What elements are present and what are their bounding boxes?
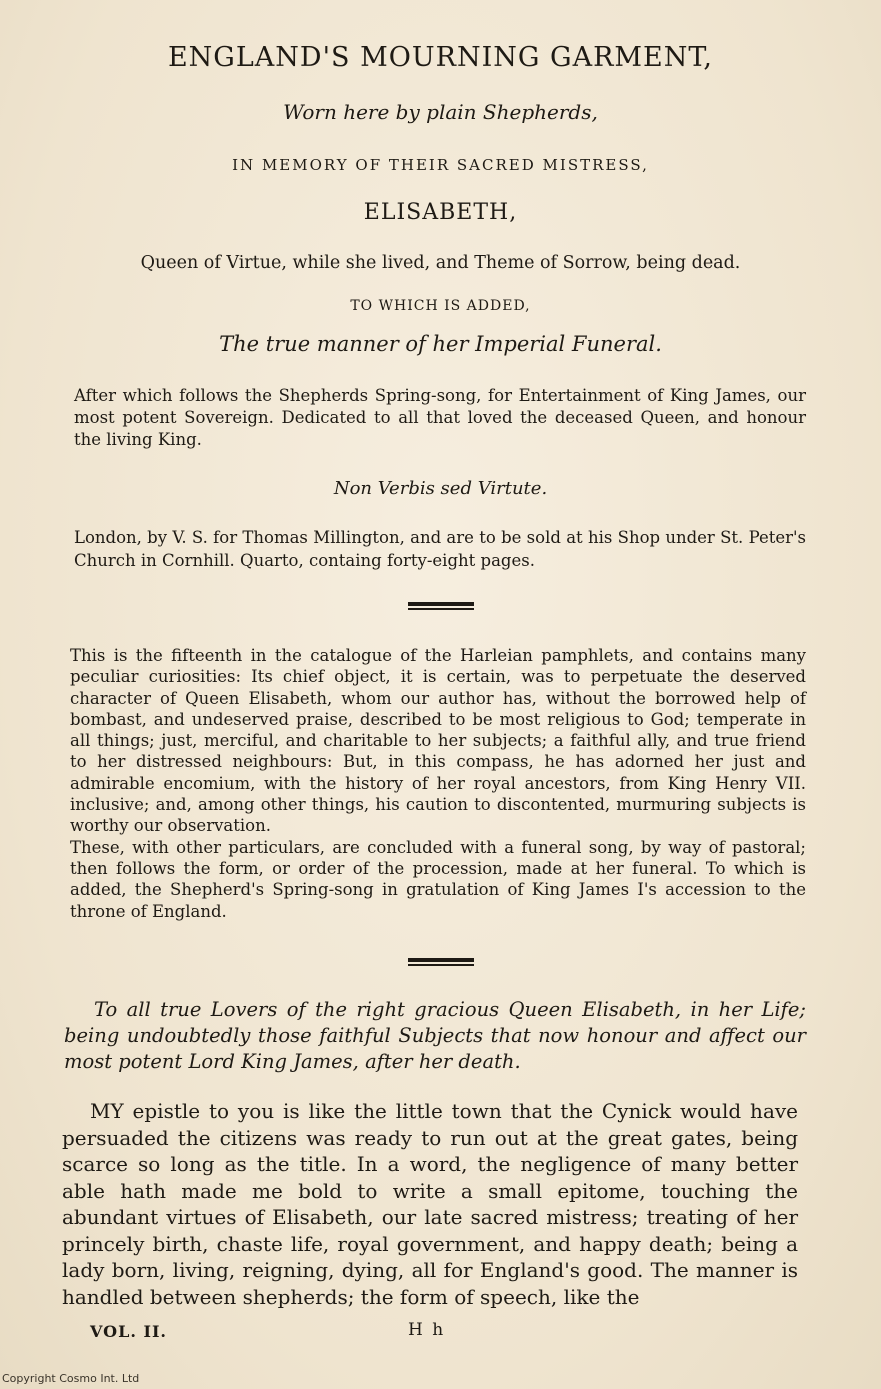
- copyright-notice: Copyright Cosmo Int. Ltd: [2, 1372, 140, 1385]
- funeral-line: The true manner of her Imperial Funeral.: [219, 332, 662, 356]
- epistle-text: MY epistle to you is like the little town that the Cynick would have persuaded the citizens was ready to run out at the great gates, being scarce so long as the title. In a word, the negligence of many better able hath made me bold to write a small epitome, touching the abundant virtues of Elisabeth, our late sacred mistress; treating of her princely birth, chaste life, royal government, and happy death; being a lady born, living, reigning, dying, all for England's good. The manner is handled between shepherds; the form of speech, like the: [62, 1099, 798, 1309]
- editorial-notes: [70, 645, 806, 922]
- subtitle: Worn here by plain Shepherds,: [283, 100, 598, 124]
- divider-rule: [408, 602, 474, 611]
- imprint: London, by V. S. for Thomas Millington, and are to be sold at his Shop under St. Peter's Church in Cornhill. Quarto, containg forty-eight pages.: [74, 528, 806, 570]
- volume-label: VOL. II.: [90, 1322, 167, 1341]
- page-title: ENGLAND'S MOURNING GARMENT,: [167, 42, 714, 73]
- queen-epithet: Queen of Virtue, while she lived, and Theme of Sorrow, being dead.: [140, 253, 741, 273]
- dedication: To all true Lovers of the right gracious Queen Elisabeth, in her Life; being undoubtedly those faithful Subjects that now honour and affect our most potent Lord King James, after her death.: [64, 998, 806, 1073]
- notes-paragraph-2: These, with other particulars, are concluded with a funeral song, by way of pastoral; then follows the form, or order of the procession, made at her funeral. To which is added, the Shepherd's Spring-song in gratulation of King James I's accession to the throne of England.: [70, 837, 806, 921]
- memory-line: IN MEMORY OF THEIR SACRED MISTRESS,: [232, 156, 649, 174]
- divider-rule: [408, 958, 474, 967]
- added-line: TO WHICH IS ADDED,: [350, 298, 531, 314]
- queen-name: ELISABETH,: [363, 200, 518, 225]
- after-paragraph: After which follows the Shepherds Spring-song, for Entertainment of King James, our most potent Sovereign. Dedicated to all that loved the deceased Queen, and honour the living King.: [74, 386, 806, 449]
- signature-mark: H h: [408, 1320, 446, 1340]
- motto: Non Verbis sed Virtute.: [333, 478, 548, 499]
- notes-paragraph-1: This is the fifteenth in the catalogue of the Harleian pamphlets, and contains many peculiar curiosities: Its chief object, it is certain, was to perpetuate the deserved character of Queen Elisabeth, whom our author has, without the borrowed help of bombast, and undeserved praise, described to be most religious to God; temperate in all things; just, merciful, and charitable to her subjects; a faithful ally, and true friend to her distressed neighbours: But, in this compass, he has adorned her just and admirable encomium, with the history of her royal ancestors, from King Henry VII. inclusive; and, among other things, his caution to discontented, murmuring subjects is worthy our observation.: [70, 646, 806, 836]
